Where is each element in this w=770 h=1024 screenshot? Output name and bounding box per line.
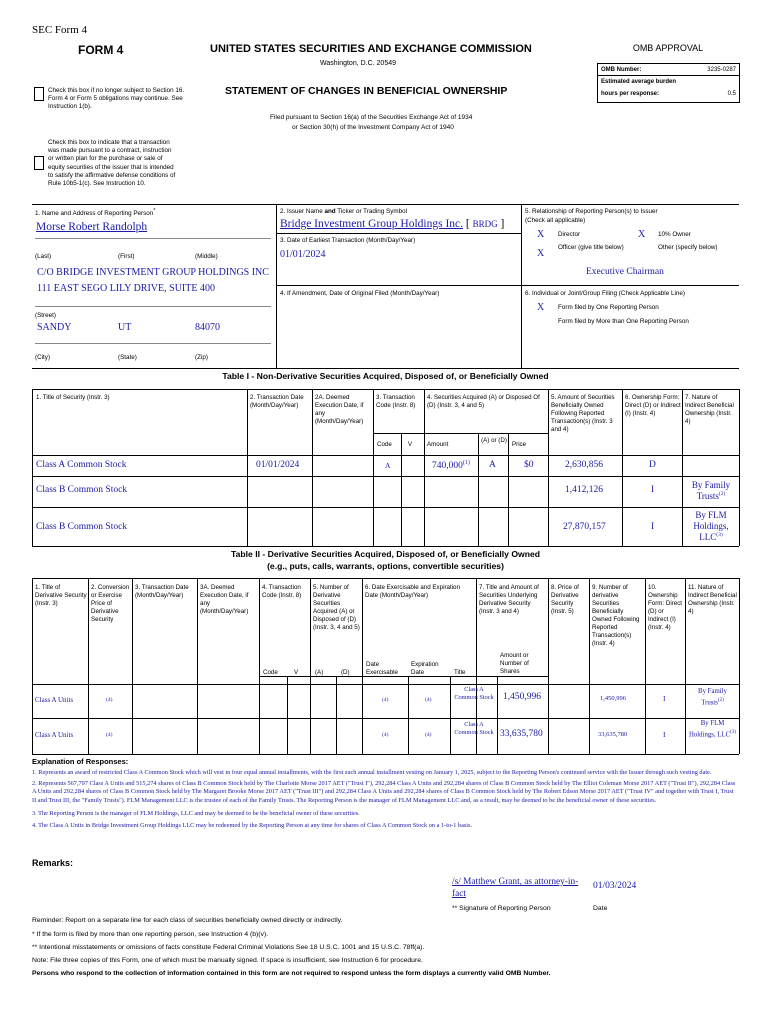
t1-row1-amount: 740,000$^{(1)}$ [432,460,470,472]
t2-header-date: 3. Transaction Date (Month/Day/Year) [135,584,189,600]
address-line-2: 111 EAST SEGO LILY DRIVE, SUITE 400 [37,283,215,294]
state-label: (State) [118,354,137,361]
omb-box [597,63,740,103]
last-label: (Last) [35,253,52,260]
omb-hours-label: hours per response: [601,91,660,97]
t1-row2-title: Class B Common Stock [36,485,128,495]
footnote-3: 3. The Reporting Person is the manager of FLM Holdings, LLC and may be deemed to be the beneficial owner of these securities. [32,809,360,817]
t2-row1-nature: By Family Trusts$^{(2)}$ [698,688,727,706]
t2-row1-shares: 1,450,996 [503,692,541,702]
t1-header-form: 6. Ownership Form: Direct (D) or Indirect (I) (Instr. 4) [625,394,681,418]
officer-x[interactable]: X [537,248,545,259]
table2-title: Table II - Derivative Securities Acquired, Disposed of, or Beneficially Owned (e.g., puts, calls, warrants, options, convertible securities) [231,549,540,571]
t1-sub-amount: Amount [427,441,449,448]
t2-header-nature: 11. Nature of Indirect Beneficial Ownership (Instr. 4) [688,584,737,616]
t1-sub-price: Price [512,441,527,448]
t2-row2-dexp: (4) [425,732,432,738]
t1-row1-code: A [385,461,391,470]
t2-sub-date-ex: Date Exercisable [366,661,398,677]
t1-row1-title: Class A Common Stock [36,460,127,470]
footer-note-2: ** Intentional misstatements or omissions of facts constitute Federal Criminal Violations See 18 U.S.C. 1001 and 15 U.S.C. 78ff(a). [32,944,425,951]
earliest-transaction-label: 3. Date of Earliest Transaction (Month/Day/Year) [280,237,416,244]
t2-row1-conv: (4) [106,697,113,703]
director-label: Director [558,231,581,238]
sec-form-label: SEC Form 4 [32,24,88,36]
t1-header-date: 2. Transaction Date (Month/Day/Year) [250,394,304,410]
one-person-label: Form filed by One Reporting Person [558,304,659,311]
t2-header-price: 8. Price of Derivative Security (Instr. 5) [551,584,579,616]
statement-title: STATEMENT OF CHANGES IN BENEFICIAL OWNERSHIP [225,85,508,97]
t2-row2-owned: 33,635,780 [598,731,628,738]
omb-number-label: OMB Number: [601,67,642,73]
t2-sub-code: Code [263,669,278,676]
date-label: Date [593,905,608,912]
commission-city: Washington, D.C. 20549 [320,60,397,67]
t1-row1-aord: A [489,460,496,470]
t2-header-number: 5. Number of Derivative Securities Acquired (A) or Disposed of (D) (Instr. 3, 4 and 5) [313,584,360,632]
t2-row2-form: I [663,730,666,739]
filed-pursuant-2: or Section 30(h) of the Investment Company Act of 1940 [292,124,454,131]
one-person-x[interactable]: X [537,302,545,313]
t2-row2-underlying: Class A Common Stock [454,721,494,737]
t1-header-deemed: 2A. Deemed Execution Date, if any (Month/Day/Year) [315,394,364,426]
t1-header-owned: 5. Amount of Securities Beneficially Owned Following Reported Transaction(s) (Instr. 3 and 4) [551,394,615,434]
t1-header-code: 3. Transaction Code (Instr. 8) [376,394,416,410]
filed-pursuant-1: Filed pursuant to Section 16(a) of the Securities Exchange Act of 1934 [270,114,473,121]
t1-row3-title: Class B Common Stock [36,522,128,532]
signature-date: 01/03/2024 [593,881,637,891]
t2-header-form: 10. Ownership Form: Direct (D) or Indirect (I) (Instr. 4) [648,584,683,632]
omb-burden-label: Estimated average burden [601,79,677,85]
director-x[interactable]: X [537,229,545,240]
footnote-2: 2. Represents 567,797 Class A Units and 515,274 shares of Class B Common Stock held by The Charlotte Morse 2017 AET ("Trust I"), 292,284 Class A Units and 292,284 shares of Class B Common Stock held by The Elliot Coleman Morse 2017 AET ("Trust II"), 292,284 Class A Units and 292,284 shares of Class B Common Stock held by The Margaret Brooke Morse 2017 AET ("Trust III") and 292,284 Class A Units and 292,284 shares of Class B Common Stock held by The Robert Edson Morse 2017 AET ("Trust IV" and together with Trust I, Trust II and Trust III, the "Family Trusts"). FLM Management LLC is the trustee of each of the Family Trusts. The Reporting Person is the manager of FLM Management LLC and, as a result, may be deemed to be the beneficial owner of these securities. [32,779,736,805]
table1-title: Table I - Non-Derivative Securities Acquired, Disposed of, or Beneficially Owned [222,371,549,381]
t2-header-code: 4. Transaction Code (Instr. 8) [262,584,302,600]
rule-10b5-1-label: Check this box to indicate that a transaction was made pursuant to a contract, instruction or written plan for the purchase or sale of equity securities of the issuer that is intended to satisfy the affirmative defense conditions of Rule 10b5-1(c). See Instruction 10. [48,139,176,187]
t2-row1-owned: 1,450,996 [600,695,626,702]
t2-sub-d: (D) [341,669,350,676]
zip-value: 84070 [195,322,220,333]
form-title: FORM 4 [78,43,124,57]
officer-label: Officer (give title below) [558,244,624,251]
footnote-4: 4. The Class A Units in Bridge Investment Group Holdings LLC may be redeemed by the Reporting Person at any time for shares of Class A Common Stock on a 1-to-1 basis. [32,822,473,830]
t2-row1-title: Class A Units [35,696,74,704]
amendment-label: 4. If Amendment, Date of Original Filed (Month/Day/Year) [280,290,440,297]
reporting-person-name[interactable]: Morse Robert Randolph [36,221,148,233]
signature[interactable]: /s/ Matthew Grant, as attorney-in-fact [452,877,579,899]
city-label: (City) [35,354,51,361]
t1-header-nature: 7. Nature of Indirect Beneficial Ownership (Instr. 4) [685,394,734,426]
rule-10b5-1-checkbox[interactable] [34,156,44,170]
t2-row2-nature: By FLM Holdings, LLC$^{(3)}$ [688,720,736,738]
other-label: Other (specify below) [658,244,718,251]
no-longer-subject-label: Check this box if no longer subject to Section 16. Form 4 or Form 5 obligations may continue. See Instruction 1(b). [48,87,185,111]
address-line-1: C/O BRIDGE INVESTMENT GROUP HOLDINGS INC [37,267,269,278]
t2-row2-dex: (4) [382,732,389,738]
explanation-footnotes [32,769,738,831]
zip-label: (Zip) [195,354,208,361]
relationship-label: 5. Relationship of Reporting Person(s) to Issuer (Check all applicable) [525,208,658,224]
street-label: (Street) [35,312,56,319]
t1-row1-form: D [649,460,656,470]
t2-header-exercisable: 6. Date Exercisable and Expiration Date (Month/Day/Year) [365,584,460,600]
city-value: SANDY [37,322,72,333]
footer-note-3: Note: File three copies of this Form, one of which must be manually signed. If space is insufficient, see Instruction 6 for procedure. [32,957,423,964]
t2-row1-dexp: (4) [425,697,432,703]
t1-row3-form: I [651,522,655,532]
state-value: UT [118,322,132,333]
t1-row1-owned: 2,630,856 [565,460,603,470]
t2-sub-amount: Amount or Number of Shares [500,652,529,676]
t2-sub-expiration: Expiration Date [411,661,439,677]
reminder-text: Reminder: Report on a separate line for each class of securities beneficially owned directly or indirectly. [32,917,343,924]
t1-header-title: 1. Title of Security (Instr. 3) [36,394,110,401]
remarks-title: Remarks: [32,858,74,868]
signature-label: ** Signature of Reporting Person [452,905,551,912]
omb-hours: 0.5 [727,91,736,97]
t2-row2-title: Class A Units [35,731,74,739]
officer-title: Executive Chairman [586,267,664,277]
t1-row2-owned: 1,412,126 [565,485,603,495]
t2-header-deemed: 3A. Deemed Execution Date, if any (Month/Day/Year) [200,584,249,616]
earliest-transaction-date: 01/01/2024 [280,249,326,260]
explanation-title: Explanation of Responses: [32,757,129,766]
more-persons-label: Form filed by More than One Reporting Person [558,318,689,325]
issuer-name[interactable]: Bridge Investment Group Holdings Inc. [280,218,464,230]
t2-row2-shares: 33,635,780 [500,729,543,739]
filing-type-label: 6. Individual or Joint/Group Filing (Check Applicable Line) [525,290,685,297]
no-longer-subject-checkbox[interactable] [34,87,44,101]
t1-sub-v: V [408,441,413,448]
t2-sub-v: V [294,669,299,676]
t1-row2-form: I [651,485,655,495]
commission-title: UNITED STATES SECURITIES AND EXCHANGE COMMISSION [210,43,532,55]
omb-number: 3235-0287 [707,67,736,73]
t1-row3-nature: By FLM Holdings, LLC$^{(3)}$ [693,510,729,542]
middle-label: (Middle) [195,253,218,260]
omb-approval-title: OMB APPROVAL [632,43,704,53]
t2-header-conversion: 2. Conversion or Exercise Price of Derivative Security [91,584,130,624]
t1-row2-nature: By Family Trusts$^{(2)}$ [691,480,731,501]
t2-sub-a: (A) [315,669,324,676]
issuer-label: 2. Issuer Name and Ticker or Trading Symbol [280,208,408,215]
ticker-symbol: BRDG [472,219,498,229]
t2-header-underlying: 7. Title and Amount of Securities Underlying Derivative Security (Instr. 3 and 4) [479,584,539,616]
reporting-person-label: 1. Name and Address of Reporting Person* [35,208,156,218]
t1-row1-date: 01/01/2024 [256,460,300,470]
ten-pct-owner-label: 10% Owner [658,231,691,238]
t2-header-owned: 9. Number of derivative Securities Beneficially Owned Following Reported Transaction(s) (Instr. 4) [592,584,640,648]
issuer-line: Bridge Investment Group Holdings Inc. [ BRDG ] [280,218,505,230]
t1-sub-aord: (A) or (D) [481,437,507,444]
t2-row1-form: I [663,694,666,703]
footer-note-1: * If the form is filed by more than one reporting person, see Instruction 4 (b)(v). [32,931,269,938]
t2-sub-title: Title [454,669,466,676]
t1-header-acquired: 4. Securities Acquired (A) or Disposed Of (D) (Instr. 3, 4 and 5) [427,394,540,410]
omb-notice: Persons who respond to the collection of information contained in this form are not required to respond unless the form displays a currently valid OMB Number. [32,970,551,977]
first-label: (First) [118,253,135,260]
t2-row1-underlying: Class A Common Stock [454,686,494,702]
t1-row3-owned: 27,870,157 [563,522,606,532]
footnote-1: 1. Represents an award of restricted Class A Common Stock which will vest in four equal annual installments, with the first such annual installment vesting on January 1, 2025, subject to the Reporting Person's continued service with the Issuer through such vesting date. [32,769,712,776]
t2-row2-conv: (4) [106,732,113,738]
t2-row1-dex: (4) [382,697,389,703]
t1-row1-price: $0 [524,460,534,470]
ten-pct-x[interactable]: X [638,229,646,240]
t2-header-title: 1. Title of Derivative Security (Instr. 3) [35,584,87,608]
t1-sub-code: Code [377,441,392,448]
